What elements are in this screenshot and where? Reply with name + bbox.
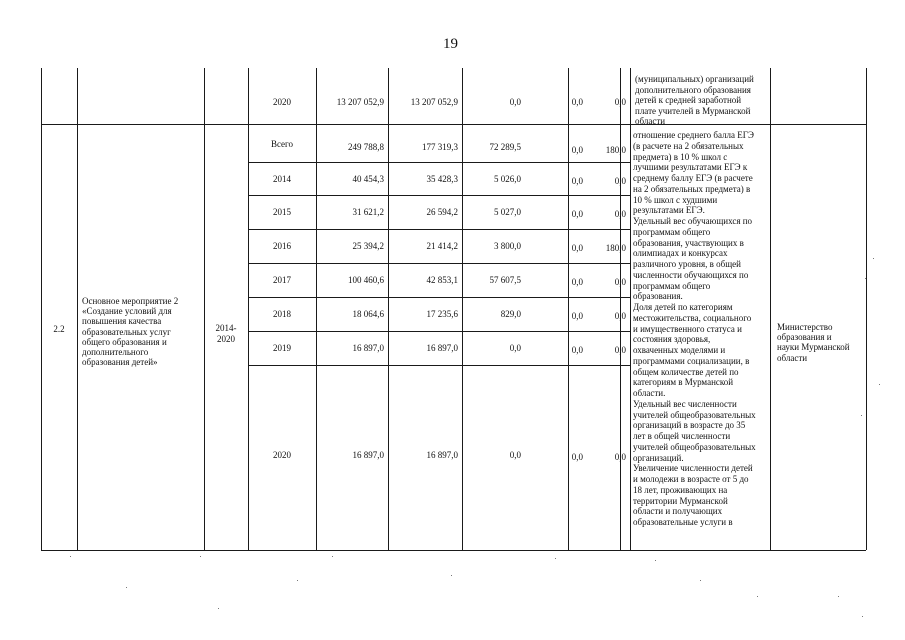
federal-cell: 0,0 xyxy=(509,97,521,107)
federal-cell: 0,0 xyxy=(509,450,521,460)
col-divider-total xyxy=(388,68,389,550)
total-cell: 31 621,2 xyxy=(352,207,384,217)
col-divider-number xyxy=(77,68,78,550)
year-cell: Всего xyxy=(270,139,294,149)
municipal-cell: 0,0 xyxy=(571,452,583,462)
executor-cell: Министерство образования и науки Мурманской области xyxy=(777,322,850,363)
period-cell: 2014- 2020 xyxy=(215,323,237,344)
col-divider-period xyxy=(248,68,249,550)
scan-speck xyxy=(655,560,656,561)
year-row-separator xyxy=(248,162,630,163)
municipal-cell: 0,0 xyxy=(571,145,583,155)
scan-speck xyxy=(838,596,839,597)
regional-cell: 13 207 052,9 xyxy=(410,97,458,107)
scan-speck xyxy=(757,596,758,597)
year-cell: 2020 xyxy=(273,97,291,107)
regional-cell: 26 594,2 xyxy=(426,207,458,217)
year-cell: 2016 xyxy=(273,241,291,251)
municipal-cell: 0,0 xyxy=(571,277,583,287)
year-cell: 2015 xyxy=(273,207,291,217)
indicators-text: отношение среднего балла ЕГЭ (в расчете на 2 обязательных предмета) в 10 % школ с лучшими результатами ЕГЭ к среднему баллу ЕГЭ (в расчете на 2 обязательных предмета) в 10 % школ с худшими результатами ЕГЭ. Удельный вес обучающихся по программам общего образования, участвующих в олимпиадах и конкурсах различного уровня, в общей численности обучающихся по программам общего образования. Доля детей по категориям местожительства, социального и имущественного статуса и состояния здоровья, охваченных моделями и программами социализации, в общем количестве детей по категориям в Мурманской области. Удельный вес численности учителей общеобразовательных организаций в возрасте до 35 лет в общей численности учителей общеобразовательных организаций. Увеличение численности детей и молодежи в возрасте от 5 до 18 лет, проживающих на территории Мурманской области и получающих образовательные услуги в xyxy=(633,130,756,527)
regional-cell: 35 428,3 xyxy=(426,174,458,184)
federal-cell: 0,0 xyxy=(509,343,521,353)
total-cell: 249 788,8 xyxy=(348,142,384,152)
total-cell: 18 064,6 xyxy=(352,309,384,319)
regional-cell: 21 414,2 xyxy=(426,241,458,251)
col-divider-federal xyxy=(568,68,569,550)
federal-cell: 72 289,5 xyxy=(489,142,521,152)
total-cell: 16 897,0 xyxy=(352,450,384,460)
municipal-cell: 0,0 xyxy=(571,209,583,219)
other-cell: 0,0 xyxy=(614,311,626,321)
other-cell: 0,0 xyxy=(614,345,626,355)
year-cell: 2017 xyxy=(273,275,291,285)
scan-speck xyxy=(218,608,219,609)
municipal-cell: 0,0 xyxy=(571,243,583,253)
federal-cell: 5 026,0 xyxy=(494,174,521,184)
col-divider-other xyxy=(630,68,631,550)
row-number: 2.2 xyxy=(53,324,65,334)
federal-cell: 57 607,5 xyxy=(489,275,521,285)
municipal-cell: 0,0 xyxy=(571,176,583,186)
regional-cell: 42 853,1 xyxy=(426,275,458,285)
other-cell: 180,0 xyxy=(605,145,626,155)
table-left-border xyxy=(41,68,42,550)
municipal-cell: 0,0 xyxy=(571,311,583,321)
scan-speck xyxy=(865,278,866,279)
other-cell: 0,0 xyxy=(614,209,626,219)
total-cell: 100 460,6 xyxy=(348,275,384,285)
scan-speck xyxy=(332,556,333,557)
total-cell: 40 454,3 xyxy=(352,174,384,184)
year-cell: 2018 xyxy=(273,309,291,319)
other-cell: 0,0 xyxy=(614,277,626,287)
event-name: Основное мероприятие 2 «Создание условий для повышения качества образовательных услуг общего образования и дополнительного образования детей» xyxy=(82,296,179,368)
table-bottom-border xyxy=(41,550,866,551)
year-row-separator xyxy=(248,195,630,196)
total-cell: 25 394,2 xyxy=(352,241,384,251)
regional-cell: 17 235,6 xyxy=(426,309,458,319)
scan-speck xyxy=(555,558,556,559)
other-cell: 0,0 xyxy=(614,176,626,186)
regional-cell: 177 319,3 xyxy=(422,142,458,152)
scan-speck xyxy=(862,616,863,617)
year-row-separator xyxy=(248,229,630,230)
page-number: 19 xyxy=(443,36,458,52)
scan-speck xyxy=(297,580,298,581)
table-right-border xyxy=(866,68,867,550)
scan-speck xyxy=(861,415,862,416)
total-cell: 13 207 052,9 xyxy=(336,97,384,107)
municipal-cell: 0,0 xyxy=(571,97,583,107)
scan-speck xyxy=(200,556,201,557)
total-cell: 16 897,0 xyxy=(352,343,384,353)
scan-speck xyxy=(451,575,452,576)
federal-cell: 3 800,0 xyxy=(494,241,521,251)
year-row-separator xyxy=(248,365,630,366)
scan-speck xyxy=(879,384,880,385)
col-divider-regional xyxy=(462,68,463,550)
federal-cell: 5 027,0 xyxy=(494,207,521,217)
scan-speck xyxy=(873,258,874,259)
regional-cell: 16 897,0 xyxy=(426,450,458,460)
year-cell: 2014 xyxy=(273,174,291,184)
year-row-separator xyxy=(248,297,630,298)
municipal-cell: 0,0 xyxy=(571,345,583,355)
year-row-separator xyxy=(248,263,630,264)
scan-speck xyxy=(70,556,71,557)
col-divider-year xyxy=(316,68,317,550)
scan-speck xyxy=(126,587,127,588)
col-divider-indicator xyxy=(770,68,771,550)
other-cell: 180,0 xyxy=(605,243,626,253)
year-row-separator xyxy=(248,331,630,332)
year-cell: 2020 xyxy=(273,450,291,460)
federal-cell: 829,0 xyxy=(500,309,521,319)
other-cell: 0,0 xyxy=(614,97,626,107)
other-cell: 0,0 xyxy=(614,452,626,462)
regional-cell: 16 897,0 xyxy=(426,343,458,353)
scan-speck xyxy=(700,580,701,581)
col-divider-municipal xyxy=(620,68,621,550)
indicator-text: (муниципальных) организаций дополнительного образования детей к средней заработной плате учителей в Мурманской области xyxy=(635,74,754,126)
col-divider-name xyxy=(204,68,205,550)
year-cell: 2019 xyxy=(273,343,291,353)
